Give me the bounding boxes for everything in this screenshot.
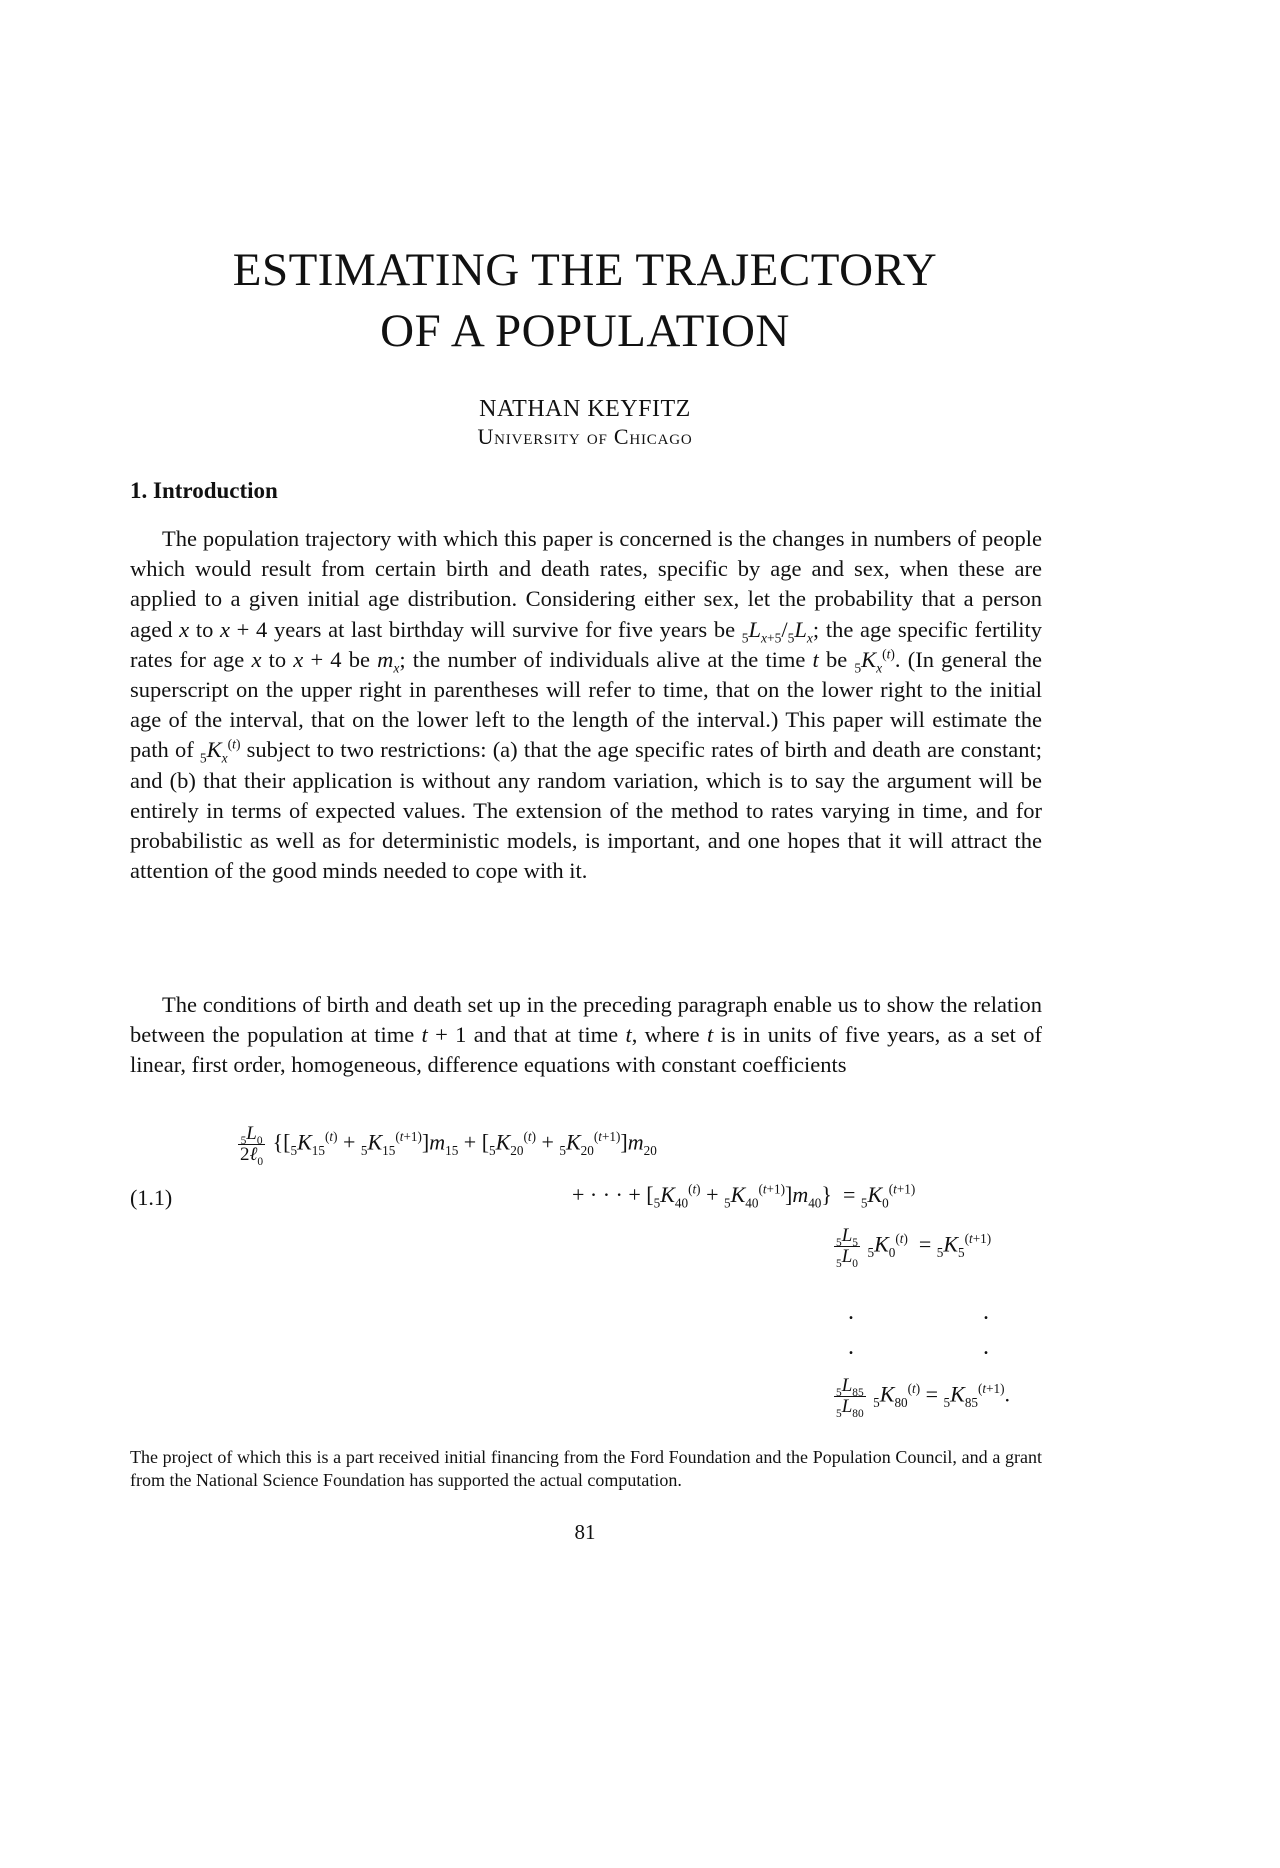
equation-line-4: $\frac{_5L_{85}}{_5L_{80}}$ $_5K_{80}^{(t)} = _5K_{85}^{(t+1)}$. — [836, 1375, 1011, 1420]
author-affiliation: University of Chicago — [477, 424, 693, 449]
equation-line-1: $\frac{_5L_0}{2\ell_0}$ {$[_5K_{15}^{(t)} + _5K_{15}^{(t+1)}]m_{15} + [_5K_{20}^{(t)} + _5K_{20}^{(t+1)}]m_{20}$ — [240, 1123, 657, 1168]
ellipsis-right-1: . — [983, 1299, 989, 1325]
equation-line-2: + · · · + $[_5K_{40}^{(t)} + _5K_{40}^{(t+1)}]m_{40}\} = _5K_0^{(t+1)}$ — [572, 1181, 916, 1211]
p1-text-8: subject to two restrictions: (a) that the age specific rates of birth and death are constant; and (b) that their application is without any random variation, which is to say the argument will be entirely in terms of expected values. The extension of the method to rates varying in time, and for probabilistic as well as for deterministic models, is important, and one hopes that it will attract the attention of the good minds needed to cope with it. — [130, 737, 1042, 884]
title-line-1: ESTIMATING THE TRAJECTORY — [232, 244, 938, 296]
p1-text-1: The population trajectory with which this paper is concerned is the changes in numbers of people which would result from certain birth and death rates, specific by age and sex, when these are applied to a given initial age distribution. Considering either sex, let the probability that a person aged — [130, 526, 1042, 642]
title-line-2: OF A POPULATION — [380, 305, 790, 357]
p1-text-6: be — [818, 646, 855, 672]
footnote: The project of which this is a part received initial financing from the Ford Foundation and the Population Council, and a grant from the National Science Foundation has supported the actual computation. — [130, 1447, 1042, 1490]
p1-text-4: be — [341, 646, 378, 672]
equation-number: (1.1) — [130, 1185, 173, 1210]
p1-text-3: ; the age specific fertility rates for age — [130, 616, 1042, 672]
p2-text-4: is in units of five years, as a set of linear, first order, homogeneous, difference equations with constant coefficients — [130, 1022, 1042, 1078]
ellipsis-left-2: . — [848, 1334, 854, 1360]
p1-text-2: years at last birthday will survive for five years be — [267, 616, 742, 642]
section-heading: 1. Introduction — [130, 478, 278, 503]
p1-text-7: . (In general the superscript on the upper right in parentheses will refer to time, that on the lower right to the initial age of the interval, that on the lower left to the length of the interval.) This paper will estimate the path of — [130, 646, 1042, 763]
page-number: 81 — [574, 1520, 596, 1544]
author-name: NATHAN KEYFITZ — [479, 396, 691, 422]
ellipsis-right-2: . — [983, 1334, 989, 1360]
p2-text-1: The conditions of birth and death set up in the preceding paragraph enable us to show the relation between the population at time — [130, 992, 1042, 1048]
p2-text-3: , where — [631, 1022, 707, 1048]
ellipsis-left-1: . — [848, 1299, 854, 1325]
p2-text-2: and that at time — [466, 1022, 626, 1048]
paragraph-2: The conditions of birth and death set up in the preceding paragraph enable us to show the relation between the population at time t + 1 and that at time t, where t is in units of five years, as a set of linear, first order, homogeneous, difference equations with constant coefficients — [130, 992, 1042, 1078]
p1-text-5: ; the number of individuals alive at the time — [399, 646, 813, 672]
paragraph-1: The population trajectory with which this paper is concerned is the changes in numbers of people which would result from certain birth and death rates, specific by age and sex, when these are applied to a given initial age distribution. Considering either sex, let the probability that a person aged x to x + 4 years at last birthday will survive for five years be $_5L_{x+5}/_5L_x$; the age specific fertility rates for age x to x + 4 be $m_x$; the number of individuals alive at the time t be $_5K_x^{(t)}$. (In general the superscript on the upper right in parentheses will refer to time, that on the lower right to the initial age of the interval, that on the lower left to the length of the interval.) This paper will estimate the path of $_5K_x^{(t)}$ subject to two restrictions: (a) that the age specific rates of birth and death are constant; and (b) that their application is without any random variation, which is to say the argument will be entirely in terms of expected values. The extension of the method to rates varying in time, and for probabilistic as well as for deterministic models, is important, and one hopes that it will attract the attention of the good minds needed to cope with it. — [130, 526, 1042, 884]
equation-line-3: $\frac{_5L_5}{_5L_0}$ $_5K_0^{(t)} = _5K_5^{(t+1)}$ — [836, 1225, 992, 1270]
